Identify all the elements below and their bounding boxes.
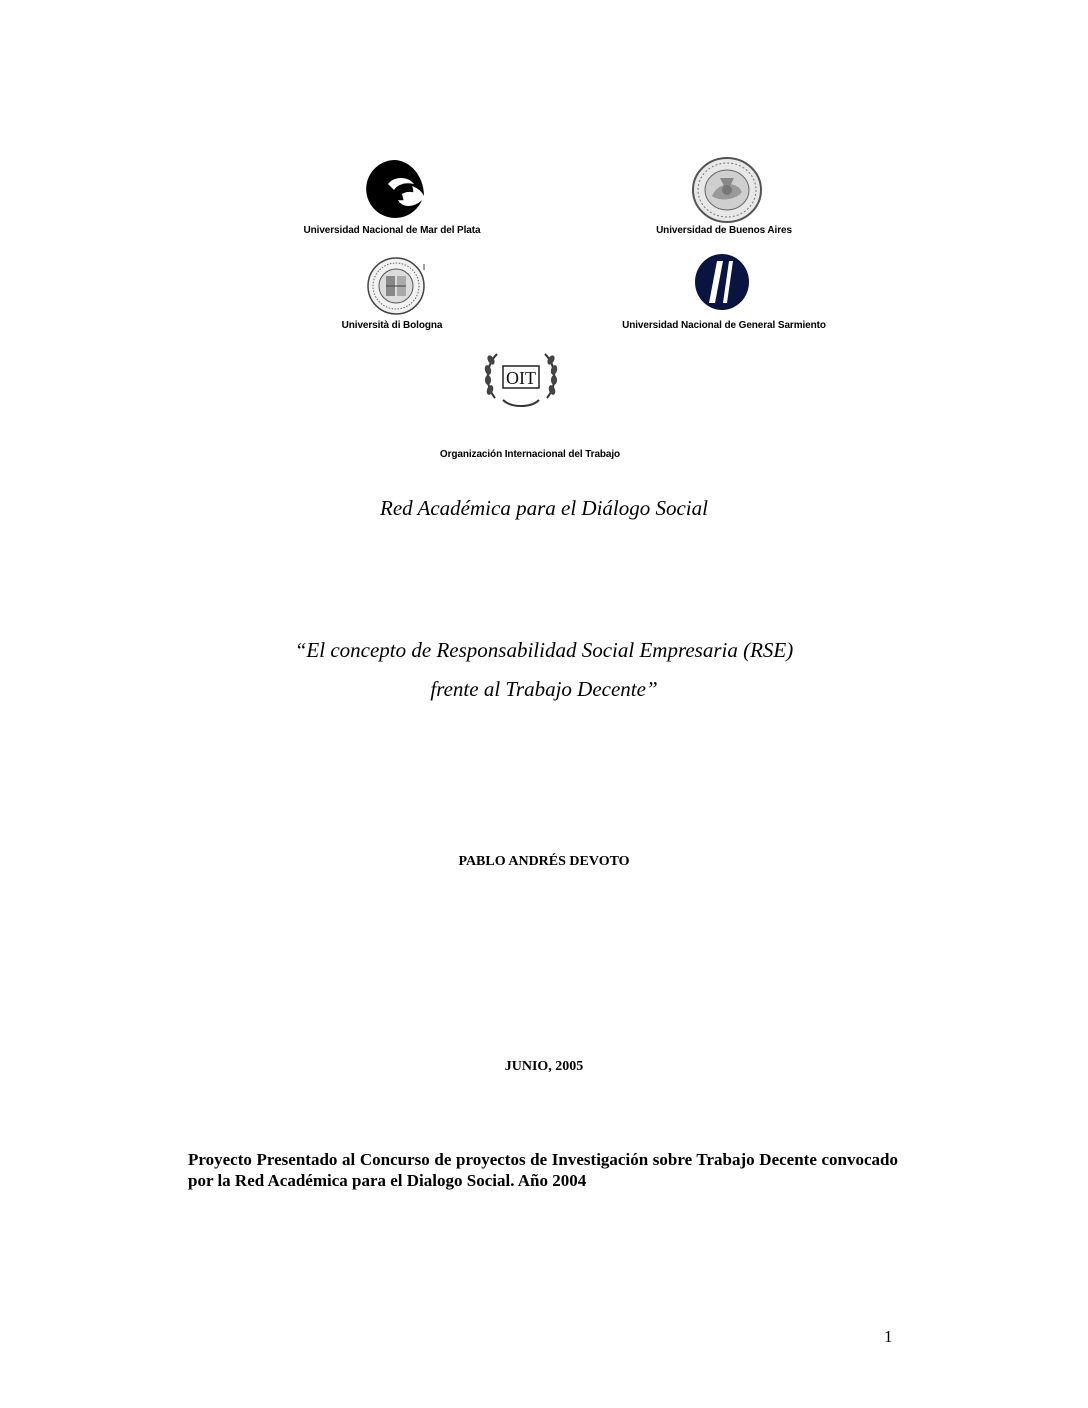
document-title-line-1: “El concepto de Responsabilidad Social Empresaria (RSE) — [294, 638, 794, 662]
oit-logo-icon — [481, 346, 561, 412]
ungs-caption: Universidad Nacional de General Sarmiento — [622, 320, 826, 331]
uba-seal-icon — [690, 156, 764, 224]
unibo-seal-icon — [362, 256, 430, 316]
uba-caption: Universidad de Buenos Aires — [656, 225, 792, 236]
network-title: Red Académica para el Diálogo Social — [380, 496, 708, 520]
page-number: 1 — [884, 1327, 893, 1346]
project-note: Proyecto Presentado al Concurso de proyectos de Investigación sobre Trabajo Decente convocado por la Red Académica para el Dialogo Social. Año 2004 — [188, 1150, 898, 1190]
ungs-logo-icon — [693, 253, 751, 311]
author-name: PABLO ANDRÉS DEVOTO — [458, 854, 630, 869]
oit-caption: Organización Internacional del Trabajo — [439, 449, 621, 460]
unmdp-logo-icon — [358, 158, 430, 220]
unmdp-caption: Universidad Nacional de Mar del Plata — [303, 225, 481, 236]
unibo-caption: Università di Bologna — [341, 320, 443, 331]
document-title-line-2: frente al Trabajo Decente” — [430, 677, 658, 701]
publication-date: JUNIO, 2005 — [504, 1059, 584, 1074]
svg-text:OIT: OIT — [506, 368, 536, 388]
